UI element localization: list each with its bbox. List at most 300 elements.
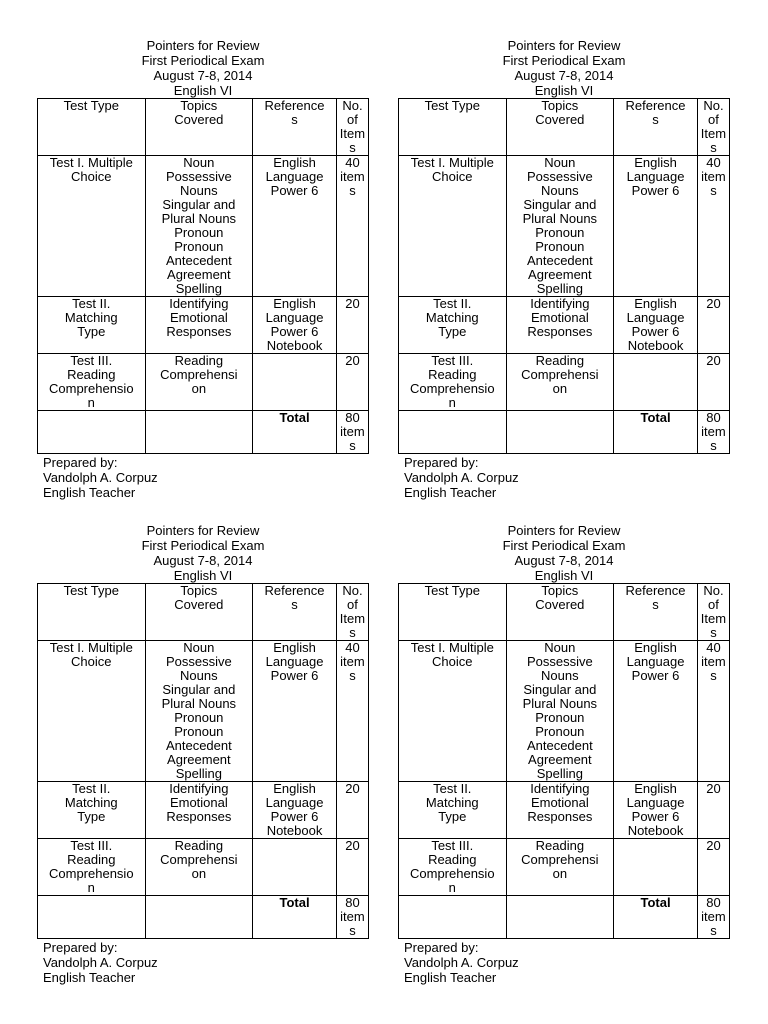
table-total-row: [38, 896, 369, 939]
cell-text-line: Reference: [625, 98, 686, 113]
cell-text-line: Test III.: [431, 838, 474, 853]
cell-text-line: 80: [706, 410, 721, 425]
cell-text-line: Matching: [425, 795, 479, 810]
cell-text-line: Topics: [541, 583, 579, 598]
teacher-title: English Teacher: [404, 485, 497, 500]
table-cell: [399, 156, 507, 297]
cell-text-line: 20: [706, 296, 721, 311]
cell-text-line: Plural Nouns: [522, 696, 598, 711]
prepared-by-block: [398, 940, 730, 985]
cell-text-line: item: [701, 909, 726, 924]
table-cell: [145, 99, 253, 156]
table-cell: [399, 584, 507, 641]
cell-text-line: English: [273, 296, 316, 311]
cell-text-line: Spelling: [175, 766, 222, 781]
table-cell: [253, 99, 337, 156]
cell-text-line: s: [710, 625, 717, 640]
cell-text-line: of: [347, 112, 358, 127]
cell-text-line: Identifying: [169, 781, 229, 796]
cell-text-line: Antecedent: [526, 738, 593, 753]
cell-text-line: item: [340, 909, 365, 924]
cell-text-line: Covered: [535, 112, 585, 127]
cell-text-line: Language: [265, 310, 324, 325]
header-line4: English VI: [534, 83, 594, 98]
cell-text-line: 20: [345, 353, 360, 368]
cell-text-line: Test III.: [431, 353, 474, 368]
header-line3: August 7-8, 2014: [153, 68, 253, 83]
table-header-row: [38, 584, 369, 641]
cell-text-line: Covered: [174, 597, 224, 612]
table-cell: [336, 641, 368, 782]
card-header: [398, 38, 730, 98]
review-table: [37, 583, 369, 939]
cell-text-line: Possessive: [165, 654, 232, 669]
cell-text-line: item: [701, 424, 726, 439]
table-cell: [506, 584, 614, 641]
cell-text-line: Antecedent: [526, 253, 593, 268]
cell-text-line: Reading: [428, 367, 477, 382]
cell-text-line: Item: [339, 126, 366, 141]
table-total-row: [399, 896, 730, 939]
cell-text-line: Language: [626, 310, 685, 325]
cell-text-line: 80: [345, 895, 360, 910]
table-cell: [506, 354, 614, 411]
cell-text-line: Reference: [625, 583, 686, 598]
cell-text-line: n: [448, 880, 456, 895]
cell-text-line: Nouns: [180, 668, 218, 683]
cell-text-line: Topics: [180, 583, 218, 598]
table-cell: [697, 156, 729, 297]
cell-text-line: Pronoun: [174, 710, 224, 725]
table-cell: [506, 156, 614, 297]
cell-text-line: Singular and: [523, 682, 597, 697]
cell-text-line: 40: [345, 155, 360, 170]
cell-text-line: Topics: [541, 98, 579, 113]
table-row: [399, 839, 730, 896]
cell-text-line: Test I. Multiple: [49, 155, 133, 170]
review-table: [398, 98, 730, 454]
cell-text-line: Power 6: [631, 183, 680, 198]
table-cell: [38, 99, 146, 156]
cell-text-line: Comprehensi: [160, 852, 238, 867]
table-cell: [697, 782, 729, 839]
cell-text-line: Singular and: [162, 197, 236, 212]
cell-text-line: Pronoun: [535, 724, 585, 739]
table-cell: [614, 641, 698, 782]
prepared-by-label: Prepared by:: [404, 940, 479, 955]
table-cell: [145, 782, 253, 839]
header-line4: English VI: [534, 568, 594, 583]
cell-text-line: Covered: [174, 112, 224, 127]
cell-text-line: of: [708, 597, 719, 612]
cell-text-line: Language: [265, 654, 324, 669]
table-header-row: [399, 99, 730, 156]
cell-text-line: Emotional: [169, 310, 228, 325]
cell-text-line: item: [340, 424, 365, 439]
table-cell: [253, 839, 337, 896]
prepared-by-block: [398, 455, 730, 500]
cell-text-line: Pronoun: [174, 724, 224, 739]
cell-text-line: No.: [703, 583, 724, 598]
table-cell: [399, 411, 507, 454]
cell-text-line: Pronoun: [174, 239, 224, 254]
teacher-name: Vandolph A. Corpuz: [404, 470, 519, 485]
cell-text-line: s: [349, 183, 356, 198]
cell-text-line: Comprehensio: [410, 381, 495, 396]
card-header: [37, 38, 369, 98]
cell-text-line: Reference: [264, 98, 325, 113]
cell-text-line: Reading: [174, 353, 224, 368]
cell-text-line: English: [273, 781, 316, 796]
header-line4: English VI: [173, 83, 233, 98]
cell-text-line: Responses: [166, 809, 232, 824]
header-line1: Pointers for Review: [507, 523, 621, 538]
cell-text-line: Reference: [264, 583, 325, 598]
cell-text-line: Test III.: [70, 838, 113, 853]
cell-text-line: s: [349, 668, 356, 683]
cell-text-line: s: [652, 597, 659, 612]
cell-text-line: Test Type: [63, 98, 119, 113]
cell-text-line: Notebook: [266, 823, 323, 838]
cell-text-line: 20: [345, 781, 360, 796]
review-card: [398, 38, 730, 500]
table-cell: [38, 896, 146, 939]
cell-text-line: 20: [345, 838, 360, 853]
table-cell: [336, 156, 368, 297]
table-total-row: [38, 411, 369, 454]
table-cell: [399, 641, 507, 782]
table-cell: [336, 99, 368, 156]
cell-text-line: Emotional: [169, 795, 228, 810]
table-cell: [253, 354, 337, 411]
table-cell: [253, 641, 337, 782]
cell-text-line: Responses: [166, 324, 232, 339]
table-cell: [614, 156, 698, 297]
cell-text-line: Comprehensi: [160, 367, 238, 382]
header-line2: First Periodical Exam: [141, 53, 265, 68]
cell-text-line: Power 6: [270, 324, 319, 339]
cell-text-line: 20: [345, 296, 360, 311]
cell-text-line: n: [448, 395, 456, 410]
cell-text-line: Comprehensi: [521, 852, 599, 867]
cell-text-line: s: [710, 438, 717, 453]
teacher-name: Vandolph A. Corpuz: [43, 470, 158, 485]
cell-text-line: Responses: [527, 809, 593, 824]
cell-text-line: Emotional: [530, 310, 589, 325]
cell-text-line: English: [273, 640, 316, 655]
table-cell: [253, 584, 337, 641]
cell-text-line: Notebook: [627, 823, 684, 838]
total-label: Total: [253, 411, 337, 454]
cell-text-line: English: [634, 640, 677, 655]
cell-text-line: item: [340, 169, 365, 184]
cell-text-line: Notebook: [627, 338, 684, 353]
table-cell: [145, 156, 253, 297]
prepared-by-block: [37, 940, 369, 985]
table-cell: [399, 99, 507, 156]
table-row: [399, 354, 730, 411]
cell-text-line: No.: [342, 583, 363, 598]
cell-text-line: Plural Nouns: [161, 211, 237, 226]
cell-text-line: of: [708, 112, 719, 127]
cell-text-line: Item: [700, 611, 727, 626]
prepared-by-block: [37, 455, 369, 500]
cell-text-line: English: [634, 296, 677, 311]
cell-text-line: s: [349, 438, 356, 453]
cell-text-line: on: [552, 381, 568, 396]
cell-text-line: Choice: [71, 654, 112, 669]
cell-text-line: 40: [706, 640, 721, 655]
table-cell: [399, 297, 507, 354]
cell-text-line: Power 6: [270, 668, 319, 683]
header-line4: English VI: [173, 568, 233, 583]
cell-text-line: Spelling: [536, 281, 583, 296]
cell-text-line: Agreement: [528, 752, 592, 767]
cell-text-line: Test I. Multiple: [410, 155, 494, 170]
table-cell: [145, 839, 253, 896]
prepared-by-label: Prepared by:: [404, 455, 479, 470]
cell-text-line: item: [340, 654, 365, 669]
table-cell: [399, 354, 507, 411]
table-total-row: [399, 411, 730, 454]
cell-text-line: Power 6: [270, 183, 319, 198]
table-cell: [253, 782, 337, 839]
cell-text-line: Test II.: [433, 781, 472, 796]
cell-text-line: Reading: [174, 838, 224, 853]
cell-text-line: English: [634, 781, 677, 796]
cell-text-line: Comprehensio: [49, 866, 134, 881]
header-line1: Pointers for Review: [146, 523, 260, 538]
header-line1: Pointers for Review: [507, 38, 621, 53]
table-row: [399, 782, 730, 839]
table-cell: [336, 354, 368, 411]
cell-text-line: Nouns: [180, 183, 218, 198]
cell-text-line: s: [349, 923, 356, 938]
cell-text-line: Choice: [71, 169, 112, 184]
table-cell: [38, 584, 146, 641]
table-cell: [614, 297, 698, 354]
cell-text-line: Identifying: [169, 296, 229, 311]
review-card: [398, 523, 730, 985]
cell-text-line: Reading: [67, 852, 116, 867]
table-cell: [697, 641, 729, 782]
cell-text-line: Item: [700, 126, 727, 141]
cell-text-line: Choice: [432, 169, 473, 184]
cell-text-line: No.: [342, 98, 363, 113]
cell-text-line: Pronoun: [535, 225, 585, 240]
prepared-by-label: Prepared by:: [43, 940, 118, 955]
table-cell: [614, 839, 698, 896]
table-header-row: [38, 99, 369, 156]
table-row: [38, 156, 369, 297]
cell-text-line: No.: [703, 98, 724, 113]
cell-text-line: Reading: [67, 367, 116, 382]
total-label: Total: [614, 896, 698, 939]
cell-text-line: n: [87, 395, 95, 410]
cell-text-line: Agreement: [167, 267, 231, 282]
cell-text-line: Test II.: [433, 296, 472, 311]
cell-text-line: Power 6: [631, 668, 680, 683]
table-cell: [336, 411, 368, 454]
cell-text-line: Test II.: [72, 296, 111, 311]
table-cell: [614, 354, 698, 411]
cell-text-line: Type: [77, 809, 106, 824]
cell-text-line: 20: [706, 781, 721, 796]
table-cell: [38, 354, 146, 411]
cell-text-line: Possessive: [165, 169, 232, 184]
table-cell: [697, 354, 729, 411]
total-label: Total: [253, 896, 337, 939]
total-label: Total: [614, 411, 698, 454]
cell-text-line: s: [710, 140, 717, 155]
cell-text-line: Comprehensio: [49, 381, 134, 396]
cell-text-line: Possessive: [526, 169, 593, 184]
cell-text-line: of: [347, 597, 358, 612]
table-row: [38, 297, 369, 354]
card-header: [37, 523, 369, 583]
cell-text-line: Noun: [183, 640, 215, 655]
cell-text-line: English: [273, 155, 316, 170]
cell-text-line: s: [291, 112, 298, 127]
cell-text-line: Spelling: [175, 281, 222, 296]
table-row: [399, 156, 730, 297]
cell-text-line: Noun: [544, 155, 576, 170]
review-table: [37, 98, 369, 454]
cell-text-line: Type: [77, 324, 106, 339]
table-row: [38, 782, 369, 839]
table-cell: [399, 839, 507, 896]
table-cell: [336, 297, 368, 354]
cell-text-line: Pronoun: [535, 710, 585, 725]
cell-text-line: item: [701, 654, 726, 669]
cell-text-line: Power 6: [270, 809, 319, 824]
cell-text-line: s: [349, 625, 356, 640]
cell-text-line: Power 6: [631, 809, 680, 824]
table-cell: [336, 896, 368, 939]
cell-text-line: Test III.: [70, 353, 113, 368]
cell-text-line: English: [634, 155, 677, 170]
cell-text-line: s: [291, 597, 298, 612]
table-row: [399, 297, 730, 354]
header-line3: August 7-8, 2014: [514, 553, 614, 568]
cell-text-line: 40: [706, 155, 721, 170]
cell-text-line: Comprehensi: [521, 367, 599, 382]
cell-text-line: on: [191, 381, 207, 396]
table-cell: [399, 782, 507, 839]
table-cell: [38, 641, 146, 782]
cell-text-line: Singular and: [523, 197, 597, 212]
table-cell: [697, 99, 729, 156]
cell-text-line: Reading: [535, 353, 585, 368]
table-header-row: [399, 584, 730, 641]
cell-text-line: Language: [626, 169, 685, 184]
cell-text-line: Power 6: [631, 324, 680, 339]
card-header: [398, 523, 730, 583]
cell-text-line: Type: [438, 809, 467, 824]
cell-text-line: Language: [626, 654, 685, 669]
cell-text-line: Pronoun: [174, 225, 224, 240]
cell-text-line: n: [87, 880, 95, 895]
table-cell: [506, 641, 614, 782]
cell-text-line: Choice: [432, 654, 473, 669]
cell-text-line: Comprehensio: [410, 866, 495, 881]
table-cell: [614, 99, 698, 156]
cell-text-line: on: [191, 866, 207, 881]
header-line2: First Periodical Exam: [502, 538, 626, 553]
cell-text-line: Plural Nouns: [522, 211, 598, 226]
cell-text-line: Covered: [535, 597, 585, 612]
cell-text-line: item: [701, 169, 726, 184]
teacher-title: English Teacher: [404, 970, 497, 985]
cell-text-line: Reading: [428, 852, 477, 867]
cell-text-line: Agreement: [167, 752, 231, 767]
cell-text-line: Type: [438, 324, 467, 339]
cell-text-line: Spelling: [536, 766, 583, 781]
table-cell: [506, 839, 614, 896]
cell-text-line: Reading: [535, 838, 585, 853]
cell-text-line: Matching: [64, 310, 118, 325]
cell-text-line: on: [552, 866, 568, 881]
cell-text-line: 80: [345, 410, 360, 425]
cell-text-line: Topics: [180, 98, 218, 113]
table-row: [38, 641, 369, 782]
cell-text-line: Identifying: [530, 781, 590, 796]
table-cell: [614, 584, 698, 641]
cell-text-line: Test I. Multiple: [410, 640, 494, 655]
cell-text-line: s: [710, 668, 717, 683]
cell-text-line: Test Type: [424, 98, 480, 113]
teacher-name: Vandolph A. Corpuz: [404, 955, 519, 970]
teacher-title: English Teacher: [43, 970, 136, 985]
cell-text-line: Matching: [425, 310, 479, 325]
cell-text-line: Test II.: [72, 781, 111, 796]
cell-text-line: Antecedent: [165, 738, 232, 753]
table-cell: [506, 297, 614, 354]
table-cell: [506, 411, 614, 454]
table-cell: [336, 782, 368, 839]
cell-text-line: Item: [339, 611, 366, 626]
table-cell: [145, 584, 253, 641]
cell-text-line: Notebook: [266, 338, 323, 353]
teacher-title: English Teacher: [43, 485, 136, 500]
cell-text-line: Agreement: [528, 267, 592, 282]
cell-text-line: Emotional: [530, 795, 589, 810]
table-cell: [145, 641, 253, 782]
cell-text-line: Language: [626, 795, 685, 810]
table-cell: [697, 839, 729, 896]
table-cell: [506, 782, 614, 839]
table-cell: [399, 896, 507, 939]
header-line3: August 7-8, 2014: [153, 553, 253, 568]
header-line2: First Periodical Exam: [502, 53, 626, 68]
cell-text-line: Singular and: [162, 682, 236, 697]
table-row: [38, 839, 369, 896]
cell-text-line: Noun: [183, 155, 215, 170]
cell-text-line: Test Type: [424, 583, 480, 598]
cell-text-line: Possessive: [526, 654, 593, 669]
table-cell: [506, 99, 614, 156]
header-line1: Pointers for Review: [146, 38, 260, 53]
table-cell: [38, 297, 146, 354]
table-cell: [697, 297, 729, 354]
cell-text-line: Pronoun: [535, 239, 585, 254]
review-card: [37, 523, 369, 985]
table-cell: [38, 411, 146, 454]
table-cell: [336, 584, 368, 641]
table-cell: [145, 896, 253, 939]
table-cell: [145, 354, 253, 411]
cell-text-line: Test Type: [63, 583, 119, 598]
